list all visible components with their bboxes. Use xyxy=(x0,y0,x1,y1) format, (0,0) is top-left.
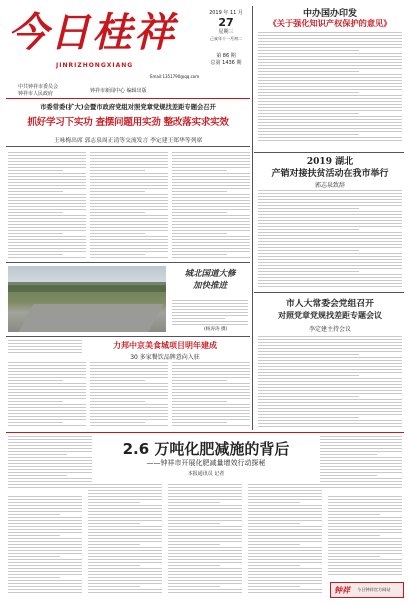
masthead-sponsor xyxy=(18,84,88,98)
masthead-date: 2019 年 11 月 xyxy=(209,10,243,16)
middle-headline: 力邦中京美食城项目明年建成 xyxy=(113,341,217,350)
lead-kicker: 市委常委(扩大)会暨市政府党组对照党章党规找差距专题会召开 xyxy=(40,104,216,111)
middle-body-col2 xyxy=(90,362,168,430)
lead-byline: 王咏梅出席 郭志泉周正清等交流发言 李定建王郑华等列席 xyxy=(53,138,203,144)
lead-body-col3 xyxy=(172,152,250,260)
masthead-contact: 钟祥市新闻中心 编辑出版 xyxy=(90,88,147,94)
bottom-story-rule xyxy=(6,432,404,433)
middle-subhead: 30 多家餐饮品牌意向入驻 xyxy=(130,354,200,361)
middle-left-body xyxy=(8,340,82,356)
footer-logo: 钟祥 xyxy=(334,586,350,595)
masthead xyxy=(6,6,248,84)
top-right-kicker: 中办国办印发 xyxy=(302,9,357,19)
calligraphy-line-2: 加快推进 xyxy=(192,281,227,291)
sponsor-line-1: 中共钟祥市委员会 xyxy=(18,84,59,90)
right-story2-rule xyxy=(254,292,404,293)
right-story1-headline: 产销对接扶贫活动在我市举行 xyxy=(271,169,389,179)
photo-caption-author: (杨涛涛 摄) xyxy=(204,327,228,332)
bottom-right-body xyxy=(320,436,402,492)
masthead-total-issue: 总第 1436 期 xyxy=(210,60,242,66)
column-divider-top xyxy=(252,6,253,150)
masthead-issue: 第 86 期 xyxy=(216,53,236,59)
top-right-body xyxy=(258,32,402,144)
bottom-subhead: ——钟祥市开展化肥减量增效行动探秘 xyxy=(146,459,266,467)
middle-body-col3 xyxy=(172,362,250,430)
right-story2-body xyxy=(258,336,402,430)
photo-story-rule xyxy=(6,262,250,263)
middle-story-rule xyxy=(6,336,250,337)
tree-line xyxy=(8,282,166,292)
masthead-rule xyxy=(6,98,250,99)
road-photo xyxy=(8,266,166,332)
masthead-date-block xyxy=(204,10,248,67)
bottom-byline: 本报通讯员 记者 xyxy=(187,471,225,477)
column-divider-mid xyxy=(252,150,253,430)
newspaper-logo: 今日桂祥 xyxy=(8,9,176,56)
right-story1-body xyxy=(258,190,402,288)
masthead-weekday: 星期三 xyxy=(218,29,234,35)
lead-body-col1 xyxy=(8,152,86,260)
right-story1-byline: 郭志泉致辞 xyxy=(314,182,345,189)
bottom-headline: 2.6 万吨化肥减施的背后 xyxy=(122,440,290,458)
bottom-body-col1 xyxy=(8,496,82,594)
masthead-email: Email:1351790@qq.com xyxy=(150,74,200,79)
lead-rule xyxy=(6,146,250,147)
photo-calligraphy-title xyxy=(170,268,250,292)
footer-banner xyxy=(330,582,404,598)
top-right-headline: 《关于强化知识产权保护的意见》 xyxy=(268,18,392,28)
masthead-day: 27 xyxy=(218,16,234,29)
lead-headline: 抓好学习下实功 查摆问题用实劲 整改落实求实效 xyxy=(27,117,229,128)
bottom-left-body xyxy=(8,436,92,492)
bottom-body-col5 xyxy=(328,496,402,576)
masthead-pinyin: JINRIZHONGXIANG xyxy=(56,62,134,69)
bottom-body-col4 xyxy=(248,484,322,594)
right-story2-byline: 李定建主持会议 xyxy=(308,326,351,333)
right-story1-kicker: 2019 湖北 xyxy=(306,157,354,167)
footer-site-text: 今日钟祥官方网站 xyxy=(357,587,391,592)
photo-caption-body xyxy=(172,300,248,328)
road-surface xyxy=(19,304,164,332)
bottom-body-col2 xyxy=(88,484,162,594)
masthead-lunar: 己亥年十一月初二 xyxy=(210,36,242,41)
right-story2-headline: 市人大常委会党组召开 xyxy=(286,299,374,309)
right-story1-rule xyxy=(254,152,404,153)
sponsor-line-2: 钟祥市人民政府 xyxy=(18,91,54,97)
calligraphy-line-1: 城北国道大修 xyxy=(184,269,236,279)
middle-body-col1 xyxy=(8,362,86,430)
right-story2-subhead: 对照党章党规找差距专题会议 xyxy=(278,310,382,320)
bottom-body-col3 xyxy=(168,484,242,594)
lead-body-col2 xyxy=(90,152,168,260)
